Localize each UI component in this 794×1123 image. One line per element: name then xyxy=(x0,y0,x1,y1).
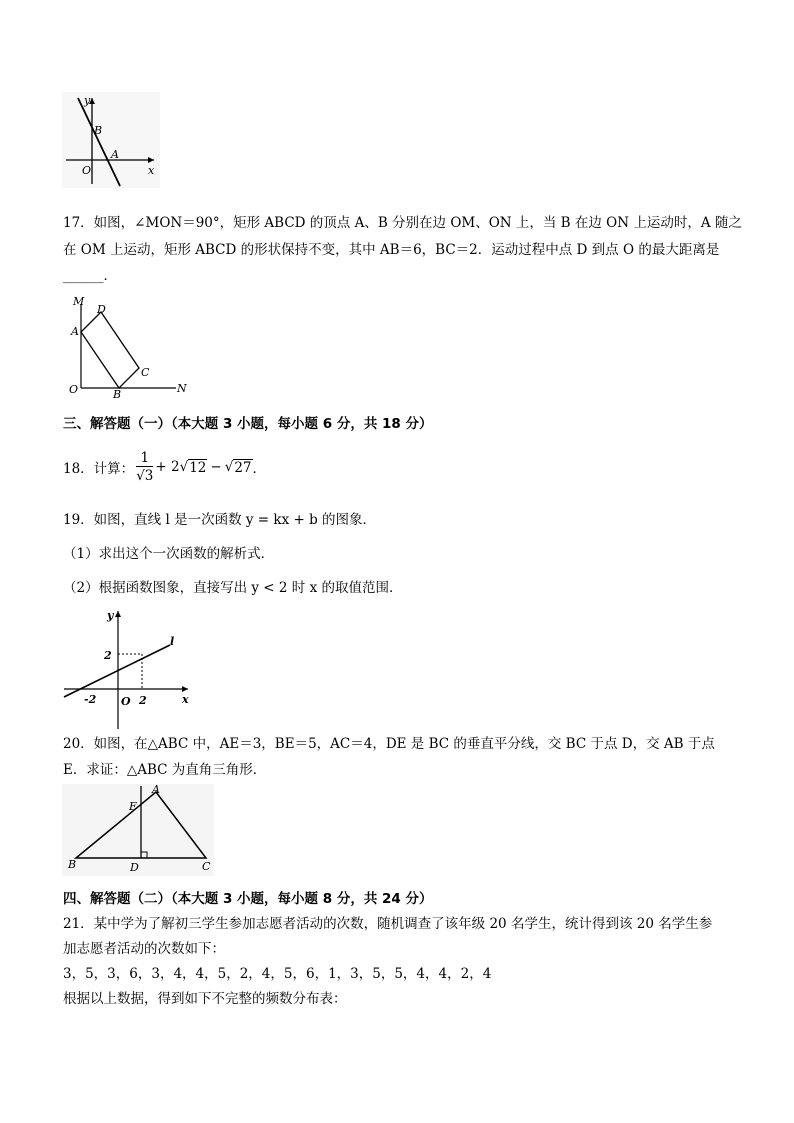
q19-line1: 19．如图，直线 l 是一次函数 y = kx + b 的图象． xyxy=(63,512,377,528)
q21-line2: 加志愿者活动的次数如下： xyxy=(63,941,225,957)
q21-data: 3，5，3，6，3，4，4，5，2，4，5，6，1，3，5，5，4，4，2，4 xyxy=(63,966,492,982)
q18-minus: − xyxy=(210,459,222,475)
q18-numerator: 1 xyxy=(136,450,153,467)
fig17-m-label: M xyxy=(73,295,85,308)
fig19-x-label: x xyxy=(182,693,189,706)
figure-q20 xyxy=(62,784,214,876)
fig17-n-label: N xyxy=(177,382,187,395)
fig19-y-label: y xyxy=(107,609,114,622)
figure-q16 xyxy=(62,92,160,188)
q21-line1: 21．某中学为了解初三学生参加志愿者活动的次数，随机调查了该年级 20 名学生，统计得到该 20 名学生参 xyxy=(63,916,713,932)
fig17-d-label: D xyxy=(97,303,106,316)
q18-denominator: √3 xyxy=(136,467,154,484)
fig20-c-label: C xyxy=(202,860,211,873)
fig16-b-label: B xyxy=(94,124,103,137)
fig20-d-label: D xyxy=(130,861,139,874)
section4-heading: 四、解答题（二）（本大题 3 小题，每小题 8 分，共 24 分） xyxy=(63,891,433,907)
q18-end: ． xyxy=(252,461,266,477)
q18-radicand-27: 27 xyxy=(234,459,252,476)
fig20-e-label: E xyxy=(129,800,138,813)
q17-line3: ______． xyxy=(63,268,117,284)
q19-part1: （1）求出这个一次函数的解析式． xyxy=(63,546,275,562)
q18-plus: + 2 xyxy=(155,459,180,475)
q18-fraction xyxy=(136,450,153,485)
q17-line1: 17．如图，∠MON＝90°，矩形 ABCD 的顶点 A、B 分别在边 OM、ON 上，当 B 在边 ON 上运动时，A 随之 xyxy=(63,215,742,231)
figure-q19 xyxy=(62,607,194,731)
fig20-b-label: B xyxy=(68,858,77,871)
fig19-l-label: l xyxy=(170,635,175,648)
fig20-a-label: A xyxy=(152,784,160,796)
fig16-a-label: A xyxy=(111,148,119,161)
fig16-origin-label: O xyxy=(82,164,92,177)
fig17-o-label: O xyxy=(69,383,79,396)
q18-radicand-12: 12 xyxy=(189,459,207,476)
fig17-a-label: A xyxy=(71,325,79,338)
q18-expression: 18．计算： $\frac{1}{√3}$ + 2 √ 12 − √ 27 ． xyxy=(63,449,266,484)
fig16-y-label: y xyxy=(84,94,91,107)
q19-part2: （2）根据函数图象，直接写出 y < 2 时 x 的取值范围． xyxy=(63,580,403,596)
fig19-x2-label: 2 xyxy=(139,694,147,707)
q20-line2: E．求证：△ABC 为直角三角形． xyxy=(63,762,267,778)
fig16-x-label: x xyxy=(148,164,155,177)
fig19-y2-label: 2 xyxy=(104,649,112,662)
q20-line1: 20．如图，在△ABC 中，AE＝3，BE＝5，AC＝4，DE 是 BC 的垂直平分线，交 BC 于点 D，交 AB 于点 xyxy=(63,736,715,752)
fig17-c-label: C xyxy=(141,366,150,379)
q21-line4: 根据以上数据，得到如下不完整的频数分布表： xyxy=(63,991,347,1007)
q18-prefix: 18．计算： xyxy=(63,461,135,477)
fig19-origin-label: O xyxy=(121,695,131,708)
fig19-neg2-label: -2 xyxy=(84,693,97,706)
figure-q17 xyxy=(64,294,194,398)
q17-line2: 在 OM 上运动，矩形 ABCD 的形状保持不变，其中 AB＝6，BC＝2．运动过程中点 D 到点 O 的最大距离是 xyxy=(63,242,720,258)
section3-heading: 三、解答题（一）（本大题 3 小题，每小题 6 分，共 18 分） xyxy=(63,416,433,432)
fig17-b-label: B xyxy=(113,388,122,398)
